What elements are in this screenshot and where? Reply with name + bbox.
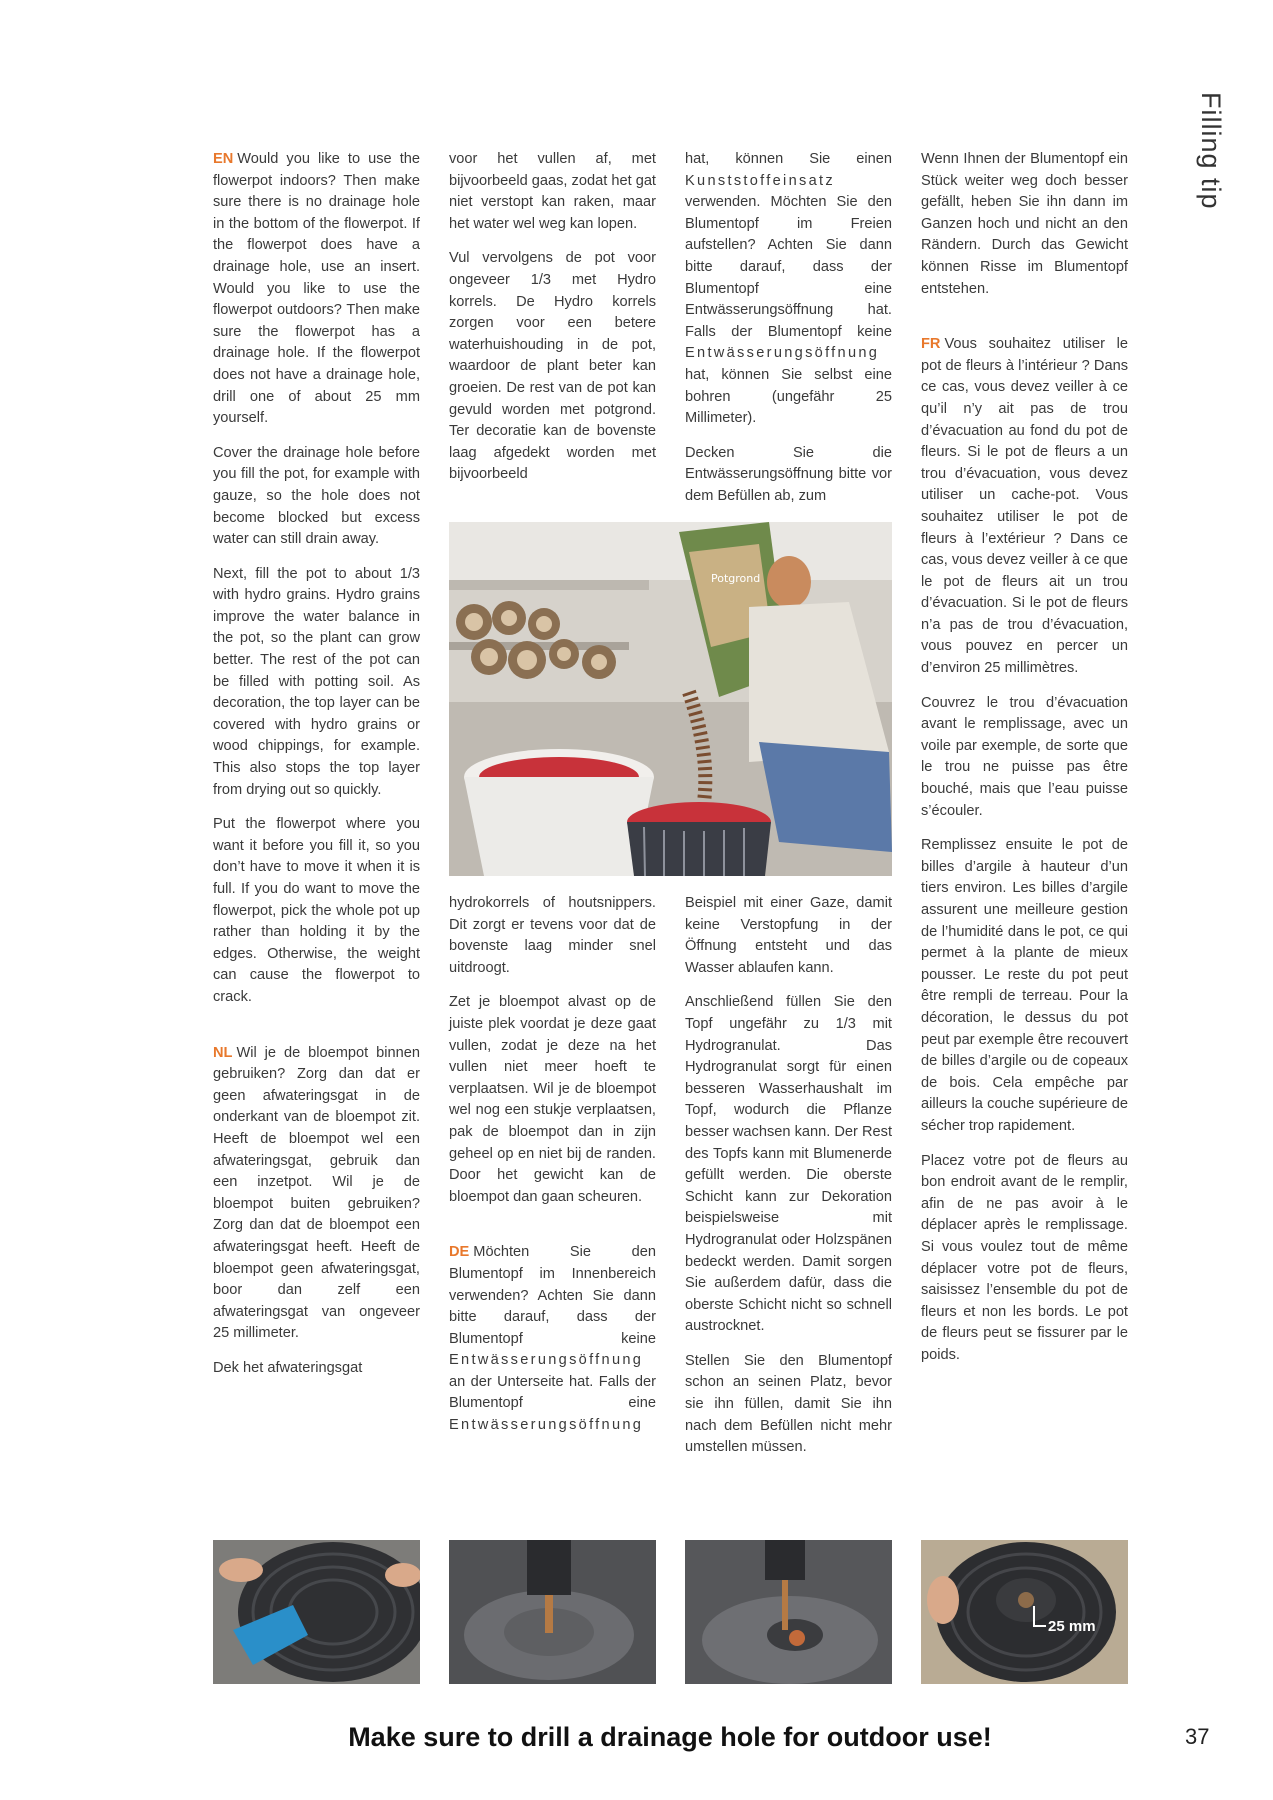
text-column-2-top: [449, 149, 656, 499]
paragraph: Placez votre pot de fleurs au bon endroit avant de le remplir, afin de ne pas avoir à le déplacer après le remplissage. Si vous voulez tout de même déplacer votre pot de fleurs, saisissez l’ensemble du pot de fleurs et non les bords. Le pot de fleurs peut se fissurer par le poids.: [921, 1152, 1128, 1363]
drill-step-3-photo: [685, 1540, 892, 1684]
language-label-de: DE: [449, 1244, 470, 1261]
drill-step-1-photo: [213, 1540, 420, 1684]
paragraph: Decken Sie die Entwässerungsöffnung bitte vor dem Befüllen ab, zum: [685, 444, 892, 504]
drill-step-2-photo: [449, 1540, 656, 1684]
paragraph: Put the flowerpot where you want it before you fill it, so you don’t have to move it when it is full. If you do want to move the flowerpot, pick the whole pot up rather than holding it by the edges. Otherwise, the weight can cause the flowerpot to crack.: [213, 816, 420, 1005]
dimension-label: 25 mm: [1048, 1618, 1096, 1635]
paragraph: EN Would you like to use the flowerpot indoors? Then make sure there is no drainage hole in the bottom of the flowerpot. If the flowerpot does have a drainage hole, use an insert. Would you like to use the flowerpot outdoors? Then make sure the flowerpot has a drainage hole. If the flowerpot does not have a drainage hole, drill one of about 25 mm yourself.: [213, 151, 420, 427]
paragraph: Cover the drainage hole before you fill the pot, for example with gauze, so the hole does not become blocked but excess water can still drain away.: [213, 444, 420, 548]
paragraph: FR Vous souhaitez utiliser le pot de fleurs à l’intérieur ? Dans ce cas, vous devez veiller à ce qu’il n’y ait pas de trou d’évacuation au fond du pot de fleurs. Si le pot de fleurs a un trou d’évacuation, vous devez utiliser un cache-pot. Vous souhaitez utiliser le pot de fleurs à l’extérieur ? Dans ce cas, vous devez veiller à ce que le pot de fleurs ait un trou d’évacuation. Si le pot de fleurs n’a pas de trou d’évacuation, vous pouvez en percer un d’environ 25 millimètres.: [921, 336, 1128, 677]
language-label-en: EN: [213, 151, 234, 167]
text-column-3-bottom: [685, 893, 892, 1472]
paragraph: Remplissez ensuite le pot de billes d’argile à hauteur d’un tiers environ. Les billes d’argile assurent une meilleure gestion de l’humidité dans le pot, ce qui permet à la plante de mieux pousser. Le reste du pot peut être rempli de terreau. Pour la décoration, le dessus du pot peut par exemple être recouvert de billes d’argile ou de copeaux de bois. Cela empêche par ailleurs la couche supérieure de sécher trop rapidement.: [921, 837, 1128, 1134]
language-label-fr: FR: [921, 336, 941, 353]
paragraph: Zet je bloempot alvast op de juiste plek voordat je deze gaat vullen, zodat je deze na het vullen niet meer hoeft te verplaatsen. Wil je de bloempot wel nog een stukje verplaatsen, pak de bloempot dan in zijn geheel op en niet bij de randen. Door het gewicht kan de bloempot dan gaan scheuren.: [449, 994, 656, 1205]
woman-filling-pot-photo: [449, 522, 892, 876]
page-number: 37: [1185, 1724, 1210, 1749]
language-label-nl: NL: [213, 1044, 233, 1061]
paragraph: Wenn Ihnen der Blumentopf ein Stück weiter weg doch besser gefällt, heben Sie ihn dann im Ganzen hoch und nicht an den Rändern. Durch das Gewicht können Risse im Blumentopf entstehen.: [921, 151, 1128, 297]
thumb-illustration: [213, 1540, 420, 1684]
text-column-1: [213, 149, 420, 1392]
paragraph: hydrokorrels of houtsnippers. Dit zorgt er tevens voor dat de bovenste laag minder snel uitdroogt.: [449, 895, 656, 976]
paragraph: Next, fill the pot to about 1/3 with hydro grains. Hydro grains improve the water balance in the pot, so the plant can grow better. The rest of the pot can be filled with potting soil. As decoration, the top layer can be covered with hydro grains or wood chippings, for example. This also stops the top layer from drying out so quickly.: [213, 565, 420, 798]
paragraph: Dek het afwateringsgat: [213, 1359, 363, 1376]
bag-label: Potgrond: [711, 572, 761, 585]
paragraph: voor het vullen af, met bijvoorbeeld gaas, zodat het gat niet verstopt kan raken, maar het water wel weg kan lopen.: [449, 151, 656, 232]
drill-result-photo: [921, 1540, 1128, 1684]
paragraph: Beispiel mit einer Gaze, damit keine Verstopfung in der Öffnung entsteht und das Wasser ablaufen kann.: [685, 895, 892, 976]
paragraph: NL Wil je de bloempot binnen gebruiken? Zorg dan dat er geen afwateringsgat in de onderkant van de bloempot zit. Heeft de bloempot wel een afwateringsgat, gebruik dan een inzetpot. Wil je de bloempot buiten gebruiken? Zorg dan dat de bloempot een afwateringsgat heeft. Heeft de bloempot geen afwateringsgat, boor dan zelf een afwateringsgat van ongeveer 25 millimeter.: [213, 1044, 420, 1342]
thumb-illustration: [685, 1540, 892, 1684]
paragraph: Couvrez le trou d’évacuation avant le remplissage, avec un voile par exemple, de sorte que le trou ne puisse pas être bouché, mais que l’eau puisse s’écouler.: [921, 694, 1128, 819]
text-column-3-top: [685, 149, 892, 521]
paragraph: DE Möchten Sie den Blumentopf im Innenbereich verwenden? Achten Sie dann bitte darauf, dass der Blumentopf keine Entwässerungsöffnung an der Unterseite hat. Falls der Blumentopf eine Entwässerungsöffnung: [449, 1244, 656, 1434]
section-title: Filling tip: [1196, 92, 1226, 210]
paragraph: Stellen Sie den Blumentopf schon an seinen Platz, bevor sie ihn füllen, damit Sie ihn nach dem Befüllen nicht mehr umstellen müssen.: [685, 1352, 892, 1456]
thumb-illustration: [921, 1540, 1128, 1684]
thumb-illustration: [449, 1540, 656, 1684]
paragraph: Vul vervolgens de pot voor ongeveer 1/3 met Hydro korrels. De Hydro korrels zorgen voor een betere waterhuishouding in de pot, waardoor de plant beter kan groeien. De rest van de pot kan gevuld worden met potgrond. Ter decoratie kan de bovenste laag afgedekt worden met bijvoorbeeld: [449, 250, 656, 483]
text-column-2-bottom: [449, 893, 656, 1450]
text-column-4: [921, 149, 1128, 1379]
photo-illustration: [449, 522, 892, 876]
paragraph: hat, können Sie einen Kunststoffeinsatz verwenden. Möchten Sie den Blumentopf im Freien aufstellen? Achten Sie dann bitte darauf, dass der Blumentopf eine Entwässerungsöffnung hat. Falls der Blumentopf keine Entwässerungsöffnung hat, können Sie selbst eine bohren (ungefähr 25 Millimeter).: [685, 151, 892, 427]
paragraph: Anschließend füllen Sie den Topf ungefähr zu 1/3 mit Hydrogranulat. Das Hydrogranulat sorgt für einen besseren Wasserhaushalt im Topf, wodurch die Pflanze besser wachsen kann. Der Rest des Topfs kann mit Blumenerde gefüllt werden. Die oberste Schicht kann zur Dekoration beispielsweise mit Hydrogranulat oder Holzspänen bedeckt werden. Damit sorgen Sie außerdem dafür, dass die oberste Schicht nicht so schnell austrocknet.: [685, 994, 892, 1335]
footer-callout: Make sure to drill a drainage hole for outdoor use!: [348, 1722, 992, 1752]
